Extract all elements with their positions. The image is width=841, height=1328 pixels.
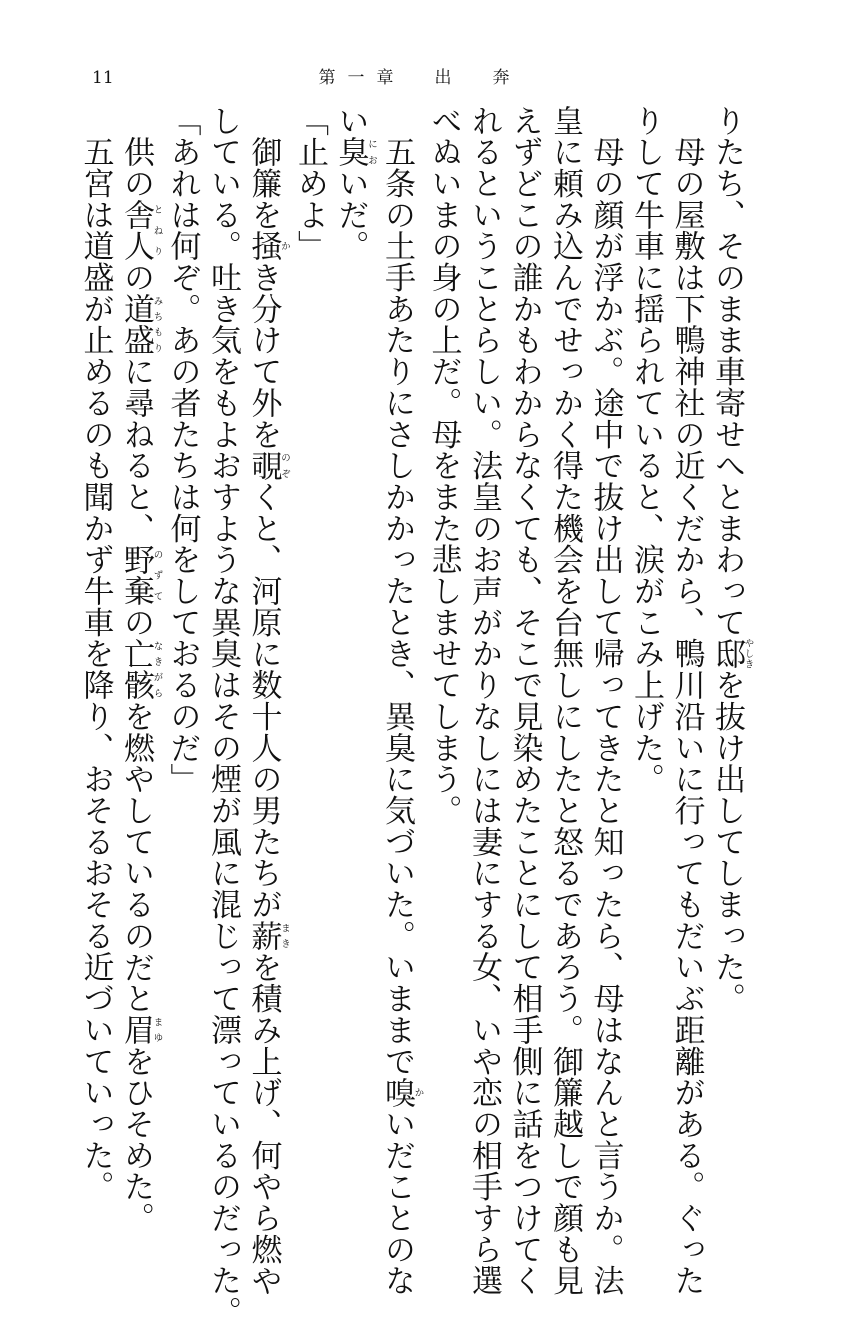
ruby-base: 薪 [245,920,282,952]
text-segment: 皇に頼み込んでせっかく得た機会を台無しにしたと怒るであろう。御簾越しで顔も見 [547,105,583,1297]
text-line [290,105,331,1145]
text-segment: を抜け出してしまった。 [709,669,745,1015]
text-segment: 五宮は道盛が止めるのも聞かず牛車を降り、おそるおそる近づいていった。 [77,105,114,1203]
text-segment: き分けて外を [245,261,282,450]
text-line [666,105,707,1297]
body-text [75,105,754,1328]
text-segment: べぬいまの身の上だ。母をまた悲しませてしまう。 [425,105,462,827]
ruby-reading: のぞ [279,449,290,482]
ruby-reading: か [412,1076,424,1109]
text-segment: いだことのな [379,1108,415,1297]
text-segment: している。吐き気をもよおすような異臭はその煙が風に混じって漂っているのだった。 [205,105,241,1328]
ruby-word [379,1076,424,1109]
text-segment: の [118,261,154,294]
ruby-word [118,199,163,262]
text-line [545,105,586,1297]
ruby-reading: のずて [151,543,163,607]
text-segment: を積み上げ、何やら燃や [245,951,282,1297]
ruby-base: 道盛 [118,293,154,356]
text-segment: いだ。 [332,167,369,262]
ruby-reading: やしき [742,637,754,670]
ruby-reading: とねり [151,199,163,262]
text-line [504,105,545,1297]
ruby-word [118,1014,163,1046]
ruby-base: 臭 [332,136,369,168]
ruby-base: 野棄 [118,543,154,607]
ruby-word [118,293,163,356]
text-line [162,105,203,1145]
text-segment: れるということらしい。法皇のお声がかりなしには妻にする女、いや恋の相手すら選 [466,105,502,1297]
ruby-word [709,637,754,670]
ruby-reading: か [279,230,290,262]
text-segment: 「あれは何ぞ。あの者たちは何をしておるのだ」 [164,105,201,795]
ruby-reading: なきがら [151,638,163,701]
ruby-base: 嗅 [379,1076,415,1109]
text-line [423,105,464,1145]
ruby-base: 亡骸 [118,638,154,701]
text-line [330,105,377,1145]
ruby-base: 邸 [709,637,745,670]
text-segment: 供の [118,105,154,200]
text-line [116,105,163,1234]
text-line [377,105,424,1297]
ruby-reading: みちもり [151,293,163,356]
text-line [626,105,667,1145]
running-head: 第一章 出 奔 [318,68,522,88]
ruby-word [245,920,290,952]
ruby-word [118,543,163,607]
text-segment: 五条の土手あたりにさしかかったとき、異臭に気づいた。いままで [379,105,415,1077]
text-segment: に尋ねると、 [118,355,154,544]
ruby-reading: にお [366,136,377,168]
text-line [75,105,116,1203]
ruby-base: 覗 [245,449,282,482]
text-line [585,105,626,1297]
text-segment: りして牛車に揺られていると、涙がこみ上げた。 [628,105,664,795]
text-segment: い [332,105,369,137]
ruby-word [245,449,290,482]
text-segment: 御簾を [245,105,282,231]
ruby-base: 舎人 [118,199,154,262]
text-segment: 母の顔が浮かぶ。途中で抜け出して帰ってきたと知ったら、母はなんと言うか。法 [587,105,624,1297]
ruby-reading: まゆ [151,1014,163,1046]
ruby-word [332,136,377,168]
text-segment: 「止めよ」 [292,105,328,262]
text-segment: えずどこの誰かもわからなくても、そこで見染めたことにして相手側に話をつけてく [506,105,543,1297]
ruby-base: 眉 [118,1014,154,1046]
ruby-base: 掻 [245,230,282,262]
text-segment: の [118,606,154,638]
page-number: 11 [92,68,114,88]
ruby-reading: まき [279,920,290,952]
text-line [243,105,290,1297]
text-segment: を燃やしているのだと [118,700,154,1015]
ruby-word [118,638,163,701]
text-line [464,105,505,1297]
text-segment: くと、河原に数十人の男たちが [245,481,282,921]
text-line [203,105,244,1328]
ruby-word [245,230,290,262]
text-segment: をひそめた。 [118,1045,154,1234]
text-segment: 母の屋敷は下鴨神社の近くだから、鴨川沿いに行ってもだいぶ距離がある。ぐった [668,105,705,1297]
text-segment: りたち、そのまま車寄せへとまわって [709,105,745,638]
text-line [707,105,754,1145]
